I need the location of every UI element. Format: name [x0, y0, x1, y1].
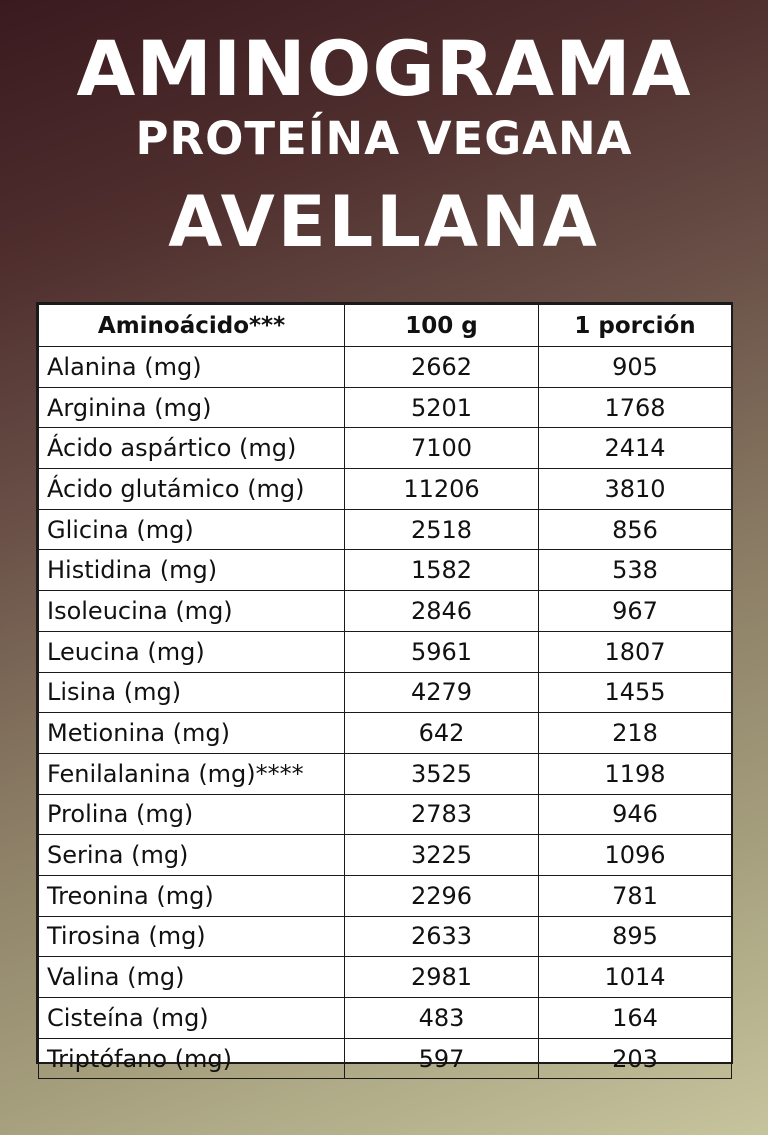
table-row: [39, 672, 732, 713]
value-serving: 538: [539, 550, 732, 591]
amino-acid-name: Fenilalanina (mg)****: [39, 753, 345, 794]
amino-acid-name: Glicina (mg): [39, 509, 345, 550]
table-row: [39, 1038, 732, 1079]
column-header-100g: 100 g: [345, 305, 539, 347]
value-100g: 11206: [345, 469, 539, 510]
table-row: [39, 998, 732, 1039]
value-100g: 597: [345, 1038, 539, 1079]
table-row: [39, 875, 732, 916]
amino-acid-name: Arginina (mg): [39, 387, 345, 428]
value-serving: 946: [539, 794, 732, 835]
amino-acid-name: Isoleucina (mg): [39, 591, 345, 632]
value-100g: 2783: [345, 794, 539, 835]
value-100g: 2518: [345, 509, 539, 550]
table-row: [39, 794, 732, 835]
page-title: AMINOGRAMA: [76, 24, 692, 113]
amino-acid-name: Alanina (mg): [39, 347, 345, 388]
value-100g: 642: [345, 713, 539, 754]
value-100g: 2846: [345, 591, 539, 632]
value-serving: 1014: [539, 957, 732, 998]
value-100g: 2296: [345, 875, 539, 916]
table-row: [39, 753, 732, 794]
value-100g: 3225: [345, 835, 539, 876]
table-row: [39, 631, 732, 672]
value-serving: 218: [539, 713, 732, 754]
value-serving: 856: [539, 509, 732, 550]
table-body: [39, 347, 732, 1079]
value-serving: 895: [539, 916, 732, 957]
table-row: [39, 509, 732, 550]
amino-acid-name: Metionina (mg): [39, 713, 345, 754]
amino-acid-table: [38, 304, 732, 1079]
amino-acid-name: Triptófano (mg): [39, 1038, 345, 1079]
value-serving: 1096: [539, 835, 732, 876]
amino-acid-name: Leucina (mg): [39, 631, 345, 672]
value-100g: 5961: [345, 631, 539, 672]
table-row: [39, 469, 732, 510]
amino-acid-name: Tirosina (mg): [39, 916, 345, 957]
column-header-serving: 1 porción: [539, 305, 732, 347]
value-serving: 905: [539, 347, 732, 388]
value-serving: 1455: [539, 672, 732, 713]
value-100g: 2981: [345, 957, 539, 998]
amino-acid-name: Ácido glutámico (mg): [39, 469, 345, 510]
table-row: [39, 713, 732, 754]
amino-acid-name: Prolina (mg): [39, 794, 345, 835]
amino-acid-name: Ácido aspártico (mg): [39, 428, 345, 469]
value-100g: 2662: [345, 347, 539, 388]
value-serving: 967: [539, 591, 732, 632]
value-100g: 7100: [345, 428, 539, 469]
amino-acid-name: Treonina (mg): [39, 875, 345, 916]
amino-acid-name: Lisina (mg): [39, 672, 345, 713]
value-serving: 3810: [539, 469, 732, 510]
table-row: [39, 957, 732, 998]
table-row: [39, 428, 732, 469]
value-100g: 5201: [345, 387, 539, 428]
table-row: [39, 387, 732, 428]
value-serving: 781: [539, 875, 732, 916]
amino-acid-name: Histidina (mg): [39, 550, 345, 591]
column-header-amino-acid: Aminoácido***: [39, 305, 345, 347]
value-100g: 2633: [345, 916, 539, 957]
amino-acid-name: Valina (mg): [39, 957, 345, 998]
value-serving: 1198: [539, 753, 732, 794]
table-header-row: [39, 305, 732, 347]
value-100g: 4279: [345, 672, 539, 713]
value-100g: 1582: [345, 550, 539, 591]
aminogram-table: [36, 302, 733, 1073]
table-row: [39, 591, 732, 632]
table-row: [39, 347, 732, 388]
value-serving: 164: [539, 998, 732, 1039]
value-serving: 2414: [539, 428, 732, 469]
amino-acid-name: Serina (mg): [39, 835, 345, 876]
table-row: [39, 916, 732, 957]
value-serving: 1807: [539, 631, 732, 672]
amino-acid-name: Cisteína (mg): [39, 998, 345, 1039]
flavor-title: AVELLANA: [168, 181, 600, 263]
table-row: [39, 550, 732, 591]
page-subtitle: PROTEÍNA VEGANA: [135, 112, 633, 165]
value-100g: 483: [345, 998, 539, 1039]
value-serving: 203: [539, 1038, 732, 1079]
value-100g: 3525: [345, 753, 539, 794]
table-row: [39, 835, 732, 876]
value-serving: 1768: [539, 387, 732, 428]
